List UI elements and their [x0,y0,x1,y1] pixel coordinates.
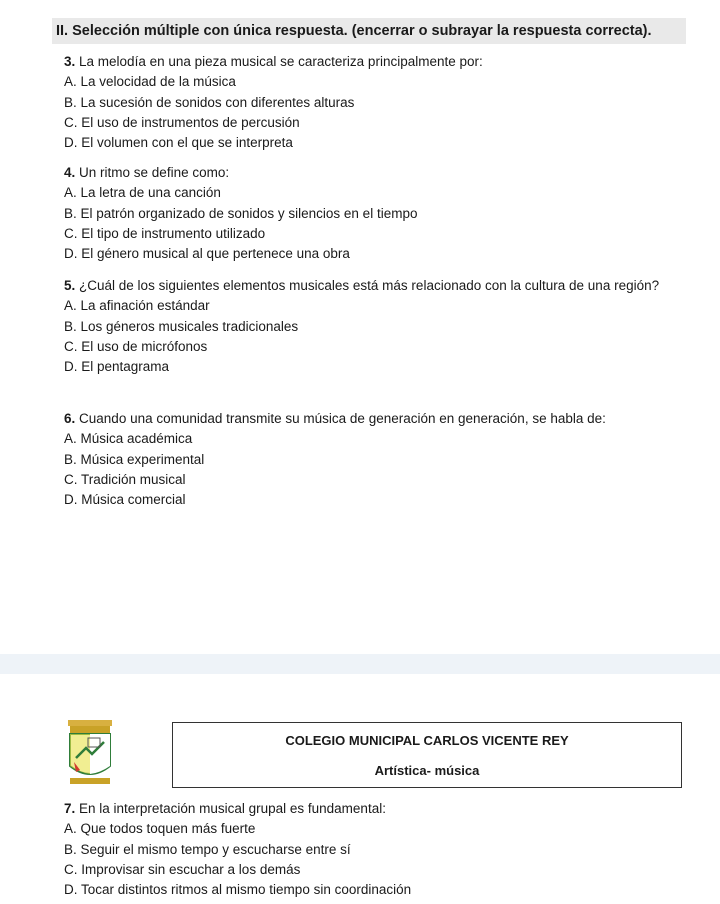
question-text: Un ritmo se define como: [79,165,230,180]
option-a[interactable]: A. La letra de una canción [64,185,221,201]
option-c[interactable]: C. El uso de instrumentos de percusión [64,114,300,130]
option-a[interactable]: A. La velocidad de la música [64,74,236,90]
subject-title: Artística- música [374,763,480,778]
option-b[interactable]: B. El patrón organizado de sonidos y silencios en el tiempo [64,205,418,221]
option-c[interactable]: C. El tipo de instrumento utilizado [64,225,266,241]
question-number: 5. [64,278,76,293]
option-a[interactable]: A. Música académica [64,431,193,447]
question-7 [64,799,684,900]
question-number: 6. [64,411,76,426]
shield-icon [64,718,116,792]
option-d[interactable]: D. Tocar distintos ritmos al mismo tiempo sin coordinación [64,882,412,898]
question-text: Cuando una comunidad transmite su música de generación en generación, se habla de: [79,411,606,426]
option-c[interactable]: C. El uso de micrófonos [64,338,208,354]
question-4 [64,163,684,264]
school-logo [64,718,116,792]
question-number: 3. [64,54,76,69]
question-5 [64,276,674,377]
section-title: II. Selección múltiple con única respuesta. (encerrar o subrayar la respuesta correcta). [52,18,686,44]
question-6 [64,409,684,510]
question-text: En la interpretación musical grupal es fundamental: [79,801,386,816]
question-3 [64,52,684,153]
question-text: La melodía en una pieza musical se caracteriza principalmente por: [79,54,483,69]
page-break [0,654,720,674]
option-d[interactable]: D. El pentagrama [64,359,170,375]
question-number: 4. [64,165,76,180]
option-b[interactable]: B. La sucesión de sonidos con diferentes alturas [64,94,355,110]
option-c[interactable]: C. Tradición musical [64,471,186,487]
option-b[interactable]: B. Música experimental [64,451,205,467]
question-text: ¿Cuál de los siguientes elementos musicales está más relacionado con la cultura de una región? [79,278,660,293]
question-number: 7. [64,801,76,816]
option-a[interactable]: A. Que todos toquen más fuerte [64,821,256,837]
school-name: COLEGIO MUNICIPAL CARLOS VICENTE REY [285,733,569,748]
option-a[interactable]: A. La afinación estándar [64,298,210,314]
option-d[interactable]: D. El volumen con el que se interpreta [64,135,293,151]
option-d[interactable]: D. El género musical al que pertenece una obra [64,246,350,262]
school-header-box [172,722,682,788]
option-b[interactable]: B. Los géneros musicales tradicionales [64,318,299,334]
option-d[interactable]: D. Música comercial [64,492,186,508]
option-b[interactable]: B. Seguir el mismo tempo y escucharse entre sí [64,841,351,857]
option-c[interactable]: C. Improvisar sin escuchar a los demás [64,861,301,877]
